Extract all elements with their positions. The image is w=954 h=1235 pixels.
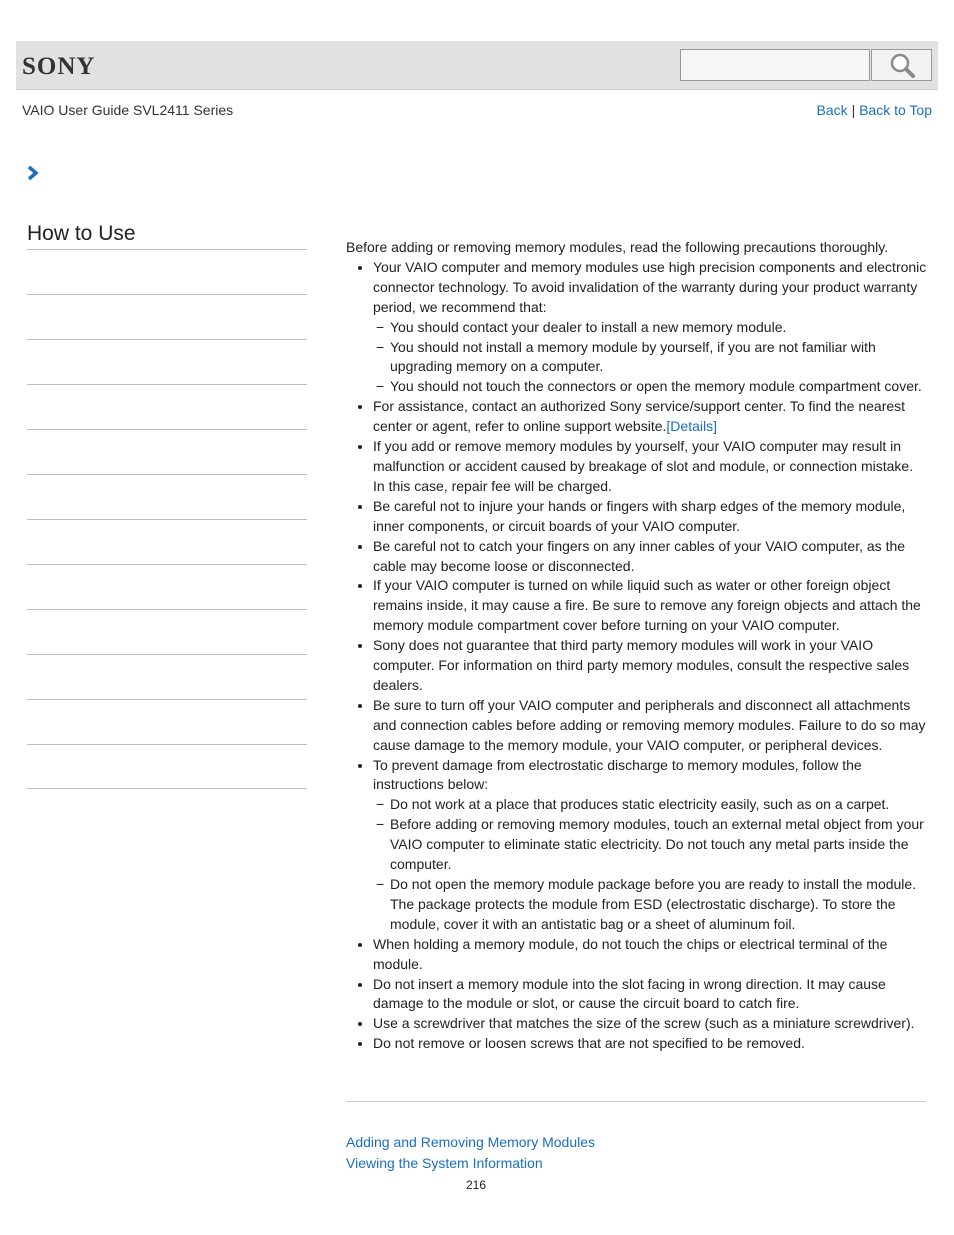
main-content bbox=[346, 238, 928, 1054]
search-input[interactable] bbox=[680, 49, 870, 81]
sidebar-item[interactable] bbox=[27, 339, 307, 384]
sidebar-item[interactable] bbox=[27, 384, 307, 429]
list-item: Do not insert a memory module into the slot facing in wrong direction. It may cause damage to the module or slot, or cause the circuit board to catch fire. bbox=[373, 975, 928, 1015]
chevron-right-icon bbox=[26, 165, 40, 181]
sidebar-item[interactable] bbox=[27, 564, 307, 609]
sidebar-item[interactable] bbox=[27, 654, 307, 699]
sidebar-item[interactable] bbox=[27, 609, 307, 654]
sidebar-item[interactable] bbox=[27, 744, 307, 789]
sony-logo: SONY bbox=[22, 53, 96, 80]
list-item: Sony does not guarantee that third party memory modules will work in your VAIO computer. For information on third party memory modules, consult the respective sales dealers. bbox=[373, 636, 928, 696]
sidebar-item[interactable] bbox=[27, 474, 307, 519]
sub-list bbox=[373, 795, 928, 934]
top-nav bbox=[817, 102, 932, 118]
details-link[interactable]: [Details] bbox=[666, 418, 717, 435]
sub-list-item: − Do not work at a place that produces static electricity easily, such as on a carpet. bbox=[390, 795, 928, 815]
sidebar-list bbox=[27, 249, 307, 789]
list-item: If you add or remove memory modules by yourself, your VAIO computer may result in malfunction or accident caused by breakage of slot and module, or connection mistake. In this case, repair fee will be charged. bbox=[373, 437, 928, 497]
header-bar bbox=[16, 41, 938, 90]
list-item: Use a screwdriver that matches the size of the screw (such as a miniature screwdriver). bbox=[373, 1014, 928, 1034]
sidebar-title: How to Use bbox=[27, 222, 136, 245]
list-item: When holding a memory module, do not touch the chips or electrical terminal of the module. bbox=[373, 935, 928, 975]
sidebar-item[interactable] bbox=[27, 519, 307, 564]
list-item: Do not remove or loosen screws that are not specified to be removed. bbox=[373, 1034, 928, 1054]
precautions-list bbox=[346, 258, 928, 1054]
list-item: For assistance, contact an authorized Sony service/support center. To find the nearest center or agent, refer to online support website.[Details] bbox=[373, 397, 928, 437]
sidebar-item[interactable] bbox=[27, 429, 307, 474]
intro-text: Before adding or removing memory modules, read the following precautions thoroughly. bbox=[346, 239, 889, 255]
list-item: Be careful not to injure your hands or fingers with sharp edges of the memory module, inner components, or circuit boards of your VAIO computer. bbox=[373, 497, 928, 537]
list-item: Your VAIO computer and memory modules use high precision components and electronic connector technology. To avoid invalidation of the warranty during your product warranty period, we recommend that: − You should contact your dealer to install a new memory module. − You should not install a memory module by yourself, if you are not familiar with upgrading memory on a computer. − You should not touch the connectors or open the memory module compartment cover. bbox=[373, 258, 928, 397]
sub-list bbox=[373, 318, 928, 398]
guide-title: VAIO User Guide SVL2411 Series bbox=[22, 102, 234, 118]
section-divider bbox=[346, 1101, 926, 1102]
related-link-adding-removing-memory[interactable]: Adding and Removing Memory Modules bbox=[346, 1134, 596, 1150]
sidebar-item[interactable] bbox=[27, 249, 307, 294]
breadcrumb[interactable] bbox=[26, 165, 40, 186]
sub-list-item: − You should contact your dealer to install a new memory module. bbox=[390, 318, 928, 338]
back-to-top-link[interactable]: Back to Top bbox=[859, 102, 932, 118]
sub-list-item: − You should not install a memory module by yourself, if you are not familiar with upgrading memory on a computer. bbox=[390, 338, 928, 378]
sidebar-item[interactable] bbox=[27, 699, 307, 744]
search-button[interactable] bbox=[871, 49, 932, 81]
page-number: 216 bbox=[466, 1178, 487, 1192]
magnifier-icon bbox=[889, 52, 915, 78]
sub-list-item: − Do not open the memory module package before you are ready to install the module. The package protects the module from ESD (electrostatic discharge). To store the module, cover it with an antistatic bag or a sheet of aluminum foil. bbox=[390, 875, 928, 935]
list-item: Be careful not to catch your fingers on any inner cables of your VAIO computer, as the cable may become loose or disconnected. bbox=[373, 537, 928, 577]
list-item: If your VAIO computer is turned on while liquid such as water or other foreign object remains inside, it may cause a fire. Be sure to remove any foreign objects and attach the memory module compartment cover before turning on your VAIO computer. bbox=[373, 576, 928, 636]
list-item: Be sure to turn off your VAIO computer and peripherals and disconnect all attachments and connection cables before adding or removing memory modules. Failure to do so may cause damage to the memory module, your VAIO computer, or peripheral devices. bbox=[373, 696, 928, 756]
related-links bbox=[346, 1132, 595, 1174]
nav-separator: | bbox=[851, 102, 856, 118]
back-link[interactable]: Back bbox=[816, 102, 848, 118]
sub-list-item: − Before adding or removing memory modules, touch an external metal object from your VAIO computer to eliminate static electricity. Do not touch any metal parts inside the computer. bbox=[390, 815, 928, 875]
sub-list-item: − You should not touch the connectors or open the memory module compartment cover. bbox=[390, 377, 928, 397]
list-item: To prevent damage from electrostatic discharge to memory modules, follow the instructions below: − Do not work at a place that produces static electricity easily, such as on a carpet. − Before adding or removing memory modules, touch an external metal object from your VAIO computer to eliminate static electricity. Do not touch any metal parts inside the computer. − Do not open the memory module package before you are ready to install the module. The package protects the module from ESD (electrostatic discharge). To store the module, cover it with an antistatic bag or a sheet of aluminum foil. bbox=[373, 756, 928, 935]
sidebar-item[interactable] bbox=[27, 294, 307, 339]
related-link-system-information[interactable]: Viewing the System Information bbox=[346, 1155, 543, 1171]
